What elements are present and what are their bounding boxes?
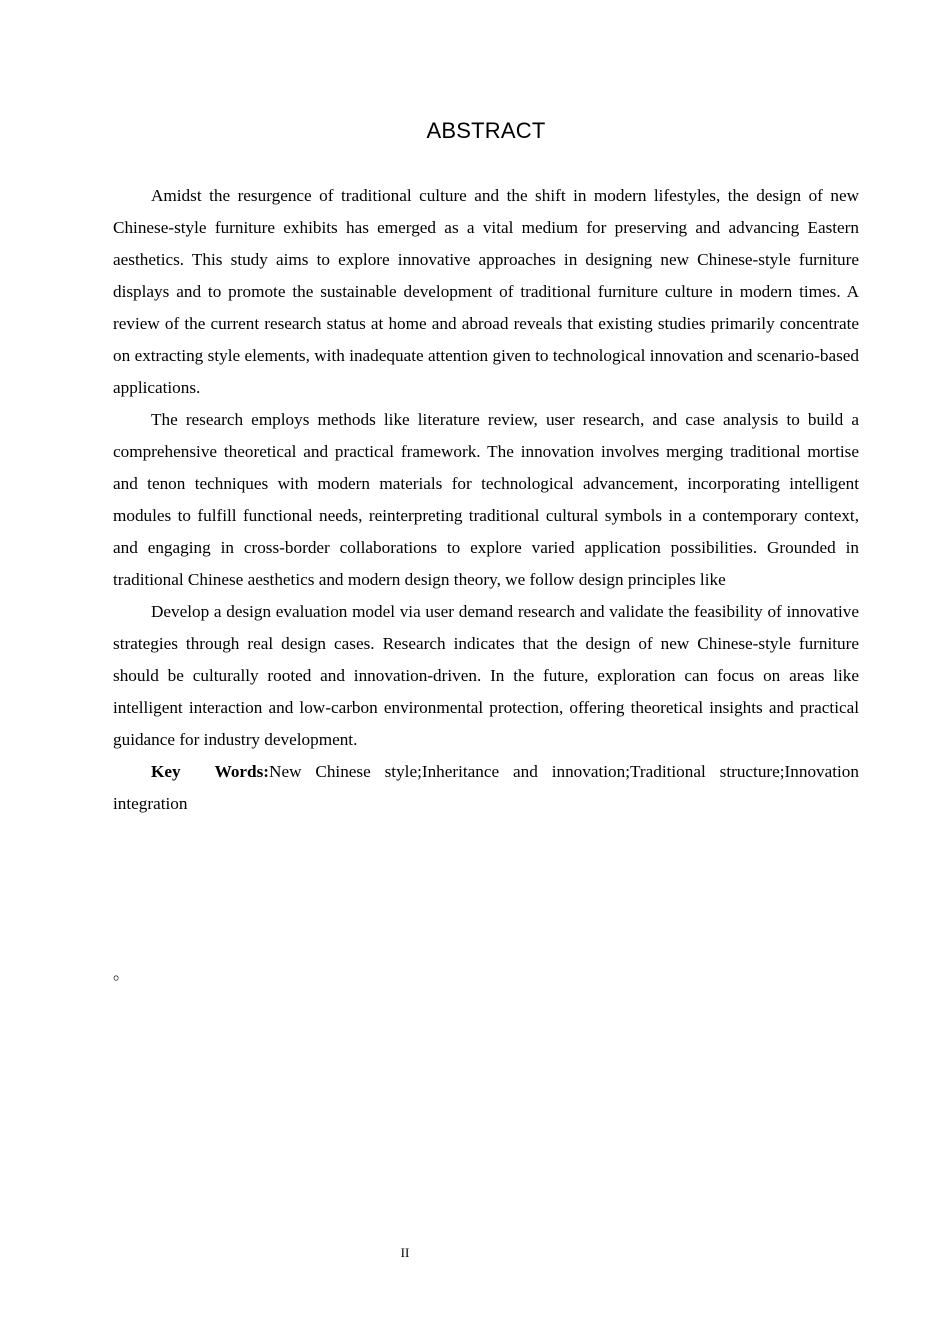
abstract-paragraph-1: Amidst the resurgence of traditional culture and the shift in modern lifestyles, the design of new Chinese-style furniture exhibits has emerged as a vital medium for preserving and advancing Eastern aesthetics. This study aims to explore innovative approaches in designing new Chinese-style furniture displays and to promote the sustainable development of traditional furniture culture in modern times. A review of the current research status at home and abroad reveals that existing studies primarily concentrate on extracting style elements, with inadequate attention given to technological innovation and scenario-based applications. [113, 186, 859, 397]
abstract-title: ABSTRACT [426, 118, 546, 143]
abstract-paragraph-3: Develop a design evaluation model via user demand research and validate the feasibility of innovative strategies through real design cases. Research indicates that the design of new Chinese-style furniture should be culturally rooted and innovation-driven. In the future, exploration can focus on areas like intelligent interaction and low-carbon environmental protection, offering theoretical insights and practical guidance for industry development. [113, 602, 859, 749]
keywords-paragraph [113, 756, 859, 820]
keywords-label [151, 762, 269, 781]
keywords-label-first: Key [151, 762, 181, 781]
abstract-body [113, 180, 859, 820]
keywords-label-second: Words: [214, 762, 270, 781]
abstract-paragraph-2: The research employs methods like literature review, user research, and case analysis to build a comprehensive theoretical and practical framework. The innovation involves merging traditional mortise and tenon techniques with modern materials for technological advancement, incorporating intelligent modules to fulfill functional needs, reinterpreting traditional cultural symbols in a contemporary context, and engaging in cross-border collaborations to explore varied application possibilities. Grounded in traditional Chinese aesthetics and modern design theory, we follow design principles like [113, 410, 859, 589]
page-number: II [400, 1245, 410, 1260]
keywords-text: New Chinese style;Inheritance and innovation;Traditional structure;Innovation integration [113, 762, 859, 813]
stray-punctuation-mark: 。 [113, 964, 130, 983]
